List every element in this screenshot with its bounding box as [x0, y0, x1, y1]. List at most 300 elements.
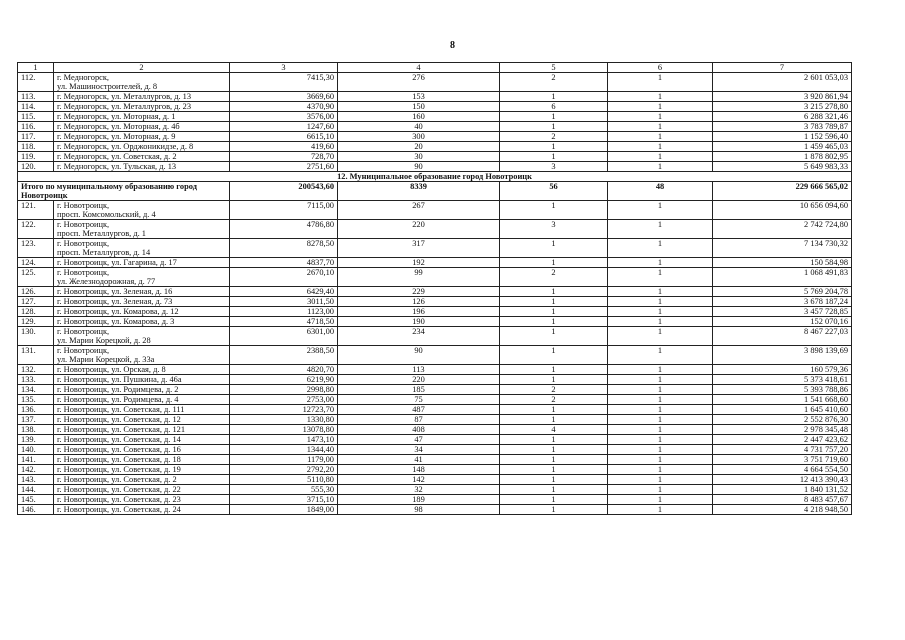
count-cell: 1 — [608, 435, 713, 445]
address-cell — [54, 258, 230, 268]
cost-cell: 1 541 668,60 — [713, 395, 852, 405]
cost-cell: 8 467 227,03 — [713, 327, 852, 346]
cost-cell: 3 783 789,87 — [713, 122, 852, 132]
residents-cell: 276 — [338, 73, 500, 92]
residents-cell: 192 — [338, 258, 500, 268]
table-row — [18, 220, 852, 239]
cost-cell: 10 656 094,60 — [713, 201, 852, 220]
address-line: г. Новотроицк, ул. Пушкина, д. 46а — [57, 375, 182, 384]
cost-cell: 5 373 418,61 — [713, 375, 852, 385]
count-cell: 1 — [500, 415, 608, 425]
row-number: 126. — [18, 287, 54, 297]
address-cell — [54, 365, 230, 375]
residents-cell: 41 — [338, 455, 500, 465]
cost-cell: 5 649 983,33 — [713, 162, 852, 172]
residents-cell: 190 — [338, 317, 500, 327]
address-cell — [54, 112, 230, 122]
address-line: г. Новотроицк, ул. Комарова, д. 12 — [57, 307, 179, 316]
area-cell: 1344,40 — [230, 445, 338, 455]
address-line: г. Новотроицк, — [57, 201, 110, 210]
count-cell: 1 — [500, 112, 608, 122]
row-number: 133. — [18, 375, 54, 385]
column-number: 4 — [338, 63, 500, 73]
address-cell — [54, 220, 230, 239]
count-cell: 1 — [608, 268, 713, 287]
total-residents: 8339 — [338, 182, 500, 201]
area-cell: 1123,00 — [230, 307, 338, 317]
residents-cell: 267 — [338, 201, 500, 220]
area-cell: 2751,60 — [230, 162, 338, 172]
count-cell: 1 — [608, 317, 713, 327]
column-number: 6 — [608, 63, 713, 73]
row-number: 119. — [18, 152, 54, 162]
area-cell: 1849,00 — [230, 505, 338, 515]
address-cell — [54, 268, 230, 287]
table-row — [18, 152, 852, 162]
address-cell — [54, 102, 230, 112]
table-row — [18, 365, 852, 375]
address-cell — [54, 395, 230, 405]
address-line: г. Медногорск, ул. Тульская, д. 13 — [57, 162, 177, 171]
count-cell: 1 — [608, 445, 713, 455]
cost-cell: 8 483 457,67 — [713, 495, 852, 505]
cost-cell: 12 413 390,43 — [713, 475, 852, 485]
count-cell: 1 — [500, 455, 608, 465]
address-line: г. Новотроицк, ул. Советская, д. 23 — [57, 495, 181, 504]
count-cell: 3 — [500, 220, 608, 239]
table-row — [18, 317, 852, 327]
area-cell: 3669,60 — [230, 92, 338, 102]
count-cell: 1 — [608, 287, 713, 297]
cost-cell: 2 742 724,80 — [713, 220, 852, 239]
count-cell: 1 — [500, 152, 608, 162]
address-cell — [54, 405, 230, 415]
count-cell: 1 — [608, 112, 713, 122]
count-cell: 1 — [608, 162, 713, 172]
count-cell: 1 — [500, 122, 608, 132]
address-cell — [54, 485, 230, 495]
area-cell: 1247,60 — [230, 122, 338, 132]
residents-cell: 153 — [338, 92, 500, 102]
row-number: 139. — [18, 435, 54, 445]
count-cell: 1 — [608, 405, 713, 415]
row-number: 129. — [18, 317, 54, 327]
count-cell: 1 — [608, 327, 713, 346]
count-cell: 1 — [608, 375, 713, 385]
count-cell: 6 — [500, 102, 608, 112]
address-line: г. Медногорск, ул. Моторная, д. 4б — [57, 122, 180, 131]
total-row — [18, 182, 852, 201]
row-number: 117. — [18, 132, 54, 142]
total-count: 48 — [608, 182, 713, 201]
table-row — [18, 327, 852, 346]
residents-cell: 229 — [338, 287, 500, 297]
address-line: г. Новотроицк, ул. Зеленая, д. 73 — [57, 297, 173, 306]
address-cell — [54, 455, 230, 465]
address-cell — [54, 132, 230, 142]
cost-cell: 6 288 321,46 — [713, 112, 852, 122]
count-cell: 1 — [500, 435, 608, 445]
area-cell: 2388,50 — [230, 346, 338, 365]
cost-cell: 7 134 730,32 — [713, 239, 852, 258]
count-cell: 1 — [500, 465, 608, 475]
address-cell — [54, 92, 230, 102]
address-line: г. Новотроицк, ул. Родимцева, д. 2 — [57, 385, 179, 394]
table-row — [18, 297, 852, 307]
table-row — [18, 239, 852, 258]
row-number: 125. — [18, 268, 54, 287]
area-cell: 6301,00 — [230, 327, 338, 346]
count-cell: 1 — [608, 152, 713, 162]
address-line: г. Медногорск, ул. Моторная, д. 1 — [57, 112, 176, 121]
address-cell — [54, 475, 230, 485]
count-cell: 1 — [500, 375, 608, 385]
cost-cell: 2 601 053,03 — [713, 73, 852, 92]
address-line: г. Новотроицк, ул. Родимцева, д. 4 — [57, 395, 179, 404]
count-cell: 2 — [500, 268, 608, 287]
area-cell: 2792,20 — [230, 465, 338, 475]
count-cell: 1 — [608, 385, 713, 395]
address-line: г. Новотроицк, ул. Советская, д. 121 — [57, 425, 186, 434]
table-row — [18, 268, 852, 287]
area-cell: 3576,00 — [230, 112, 338, 122]
row-number: 146. — [18, 505, 54, 515]
table-row — [18, 307, 852, 317]
count-cell: 1 — [500, 201, 608, 220]
area-cell: 2670,10 — [230, 268, 338, 287]
count-cell: 1 — [500, 92, 608, 102]
count-cell: 3 — [500, 162, 608, 172]
count-cell: 1 — [608, 132, 713, 142]
count-cell: 1 — [500, 405, 608, 415]
address-line: г. Новотроицк, ул. Советская, д. 16 — [57, 445, 181, 454]
address-line: просп. Металлургов, д. 14 — [57, 248, 151, 257]
cost-cell: 2 447 423,62 — [713, 435, 852, 445]
count-cell: 1 — [500, 142, 608, 152]
address-line: ул. Железнодорожная, д. 77 — [57, 277, 156, 286]
cost-cell: 1 152 596,40 — [713, 132, 852, 142]
table-row — [18, 435, 852, 445]
row-number: 142. — [18, 465, 54, 475]
column-number: 2 — [54, 63, 230, 73]
address-cell — [54, 297, 230, 307]
table-row — [18, 425, 852, 435]
count-cell: 2 — [500, 385, 608, 395]
table-row — [18, 346, 852, 365]
address-cell — [54, 287, 230, 297]
count-cell: 1 — [608, 485, 713, 495]
count-cell: 1 — [608, 102, 713, 112]
cost-cell: 1 878 802,95 — [713, 152, 852, 162]
address-cell — [54, 307, 230, 317]
row-number: 128. — [18, 307, 54, 317]
address-cell — [54, 435, 230, 445]
count-cell: 1 — [500, 365, 608, 375]
row-number: 120. — [18, 162, 54, 172]
residents-cell: 32 — [338, 485, 500, 495]
address-line: г. Новотроицк, ул. Комарова, д. 3 — [57, 317, 175, 326]
table-row — [18, 122, 852, 132]
row-number: 118. — [18, 142, 54, 152]
count-cell: 1 — [608, 258, 713, 268]
table-row — [18, 455, 852, 465]
area-cell: 4786,80 — [230, 220, 338, 239]
area-cell: 6219,90 — [230, 375, 338, 385]
address-cell — [54, 375, 230, 385]
count-cell: 1 — [608, 92, 713, 102]
count-cell: 1 — [500, 239, 608, 258]
row-number: 115. — [18, 112, 54, 122]
residents-cell: 487 — [338, 405, 500, 415]
count-cell: 1 — [500, 475, 608, 485]
cost-cell: 152 070,16 — [713, 317, 852, 327]
cost-cell: 3 898 139,69 — [713, 346, 852, 365]
table-row — [18, 102, 852, 112]
row-number: 127. — [18, 297, 54, 307]
row-number: 116. — [18, 122, 54, 132]
row-number: 136. — [18, 405, 54, 415]
count-cell: 1 — [608, 346, 713, 365]
table-row — [18, 132, 852, 142]
table-row — [18, 475, 852, 485]
total-count: 56 — [500, 182, 608, 201]
residents-cell: 317 — [338, 239, 500, 258]
table-row — [18, 495, 852, 505]
table-row — [18, 92, 852, 102]
section-row — [18, 172, 852, 182]
cost-cell: 1 068 491,83 — [713, 268, 852, 287]
table-row — [18, 415, 852, 425]
address-line: г. Новотроицк, ул. Советская, д. 18 — [57, 455, 181, 464]
cost-cell: 4 664 554,50 — [713, 465, 852, 475]
count-cell: 2 — [500, 73, 608, 92]
cost-cell: 3 215 278,80 — [713, 102, 852, 112]
cost-cell: 5 769 204,78 — [713, 287, 852, 297]
column-number: 7 — [713, 63, 852, 73]
cost-cell: 150 584,98 — [713, 258, 852, 268]
count-cell: 1 — [500, 287, 608, 297]
residents-cell: 300 — [338, 132, 500, 142]
row-number: 113. — [18, 92, 54, 102]
section-title: 12. Муниципальное образование город Новотроицк — [18, 172, 852, 182]
row-number: 114. — [18, 102, 54, 112]
address-line: ул. Машиностроителей, д. 8 — [57, 82, 158, 91]
table-row — [18, 112, 852, 122]
cost-cell: 1 840 131,52 — [713, 485, 852, 495]
cost-cell: 2 552 876,30 — [713, 415, 852, 425]
count-cell: 1 — [608, 297, 713, 307]
area-cell: 7415,30 — [230, 73, 338, 92]
table-row — [18, 395, 852, 405]
address-cell — [54, 385, 230, 395]
area-cell: 6615,10 — [230, 132, 338, 142]
area-cell: 7115,00 — [230, 201, 338, 220]
table-row — [18, 142, 852, 152]
row-number: 132. — [18, 365, 54, 375]
address-line: г. Медногорск, ул. Металлургов, д. 23 — [57, 102, 192, 111]
residents-cell: 408 — [338, 425, 500, 435]
address-line: ул. Марии Корецкой, д. 33а — [57, 355, 155, 364]
address-line: г. Новотроицк, ул. Советская, д. 12 — [57, 415, 181, 424]
column-number: 3 — [230, 63, 338, 73]
address-line: г. Новотроицк, — [57, 327, 110, 336]
address-cell — [54, 73, 230, 92]
table-row — [18, 485, 852, 495]
residents-cell: 185 — [338, 385, 500, 395]
count-cell: 1 — [608, 395, 713, 405]
residents-cell: 148 — [338, 465, 500, 475]
cost-cell: 5 393 788,86 — [713, 385, 852, 395]
total-cost: 229 666 565,02 — [713, 182, 852, 201]
address-cell — [54, 201, 230, 220]
row-number: 134. — [18, 385, 54, 395]
area-cell: 555,30 — [230, 485, 338, 495]
row-number: 143. — [18, 475, 54, 485]
address-line: г. Новотроицк, ул. Советская, д. 111 — [57, 405, 185, 414]
residents-cell: 98 — [338, 505, 500, 515]
count-cell: 1 — [500, 445, 608, 455]
table-row — [18, 375, 852, 385]
address-line: просп. Комсомольский, д. 4 — [57, 210, 156, 219]
address-cell — [54, 122, 230, 132]
area-cell: 2753,00 — [230, 395, 338, 405]
count-cell: 1 — [608, 239, 713, 258]
table-body — [18, 63, 852, 515]
area-cell: 2998,80 — [230, 385, 338, 395]
count-cell: 1 — [608, 495, 713, 505]
address-cell — [54, 445, 230, 455]
address-line: г. Медногорск, ул. Орджоникидзе, д. 8 — [57, 142, 194, 151]
area-cell: 3715,10 — [230, 495, 338, 505]
residents-cell: 234 — [338, 327, 500, 346]
address-cell — [54, 239, 230, 258]
count-cell: 1 — [500, 317, 608, 327]
count-cell: 2 — [500, 395, 608, 405]
count-cell: 1 — [608, 201, 713, 220]
address-line: просп. Металлургов, д. 1 — [57, 229, 146, 238]
cost-cell: 1 459 465,03 — [713, 142, 852, 152]
cost-cell: 4 218 948,50 — [713, 505, 852, 515]
count-cell: 1 — [608, 122, 713, 132]
residents-cell: 90 — [338, 162, 500, 172]
count-cell: 1 — [500, 327, 608, 346]
area-cell: 4718,50 — [230, 317, 338, 327]
row-number: 121. — [18, 201, 54, 220]
cost-cell: 2 978 345,48 — [713, 425, 852, 435]
residents-cell: 160 — [338, 112, 500, 122]
table-row — [18, 201, 852, 220]
area-cell: 419,60 — [230, 142, 338, 152]
area-cell: 4820,70 — [230, 365, 338, 375]
address-cell — [54, 415, 230, 425]
count-cell: 1 — [608, 73, 713, 92]
residents-cell: 196 — [338, 307, 500, 317]
area-cell: 4837,70 — [230, 258, 338, 268]
count-cell: 1 — [500, 258, 608, 268]
total-area: 200543,60 — [230, 182, 338, 201]
count-cell: 1 — [608, 142, 713, 152]
address-line: г. Медногорск, ул. Металлургов, д. 13 — [57, 92, 192, 101]
address-line: г. Новотроицк, — [57, 268, 110, 277]
count-cell: 1 — [608, 425, 713, 435]
count-cell: 1 — [608, 455, 713, 465]
residents-cell: 90 — [338, 346, 500, 365]
address-cell — [54, 327, 230, 346]
address-cell — [54, 346, 230, 365]
count-cell: 1 — [500, 505, 608, 515]
address-line: г. Новотроицк, ул. Гагарина, д. 17 — [57, 258, 177, 267]
address-cell — [54, 317, 230, 327]
address-cell — [54, 495, 230, 505]
table-row — [18, 405, 852, 415]
residents-cell: 113 — [338, 365, 500, 375]
address-cell — [54, 505, 230, 515]
count-cell: 1 — [608, 220, 713, 239]
residents-cell: 75 — [338, 395, 500, 405]
count-cell: 1 — [608, 365, 713, 375]
residents-cell: 34 — [338, 445, 500, 455]
count-cell: 2 — [500, 132, 608, 142]
row-number: 137. — [18, 415, 54, 425]
count-cell: 1 — [500, 346, 608, 365]
area-cell: 1330,80 — [230, 415, 338, 425]
table-row — [18, 162, 852, 172]
table-row — [18, 287, 852, 297]
row-number: 144. — [18, 485, 54, 495]
address-cell — [54, 425, 230, 435]
table-row — [18, 73, 852, 92]
row-number: 124. — [18, 258, 54, 268]
column-number: 1 — [18, 63, 54, 73]
residents-cell: 220 — [338, 375, 500, 385]
area-cell: 1473,10 — [230, 435, 338, 445]
row-number: 145. — [18, 495, 54, 505]
address-line: г. Новотроицк, ул. Орская, д. 8 — [57, 365, 166, 374]
address-line: г. Медногорск, ул. Советская, д. 2 — [57, 152, 177, 161]
area-cell: 12723,70 — [230, 405, 338, 415]
area-cell: 6429,40 — [230, 287, 338, 297]
table-row — [18, 445, 852, 455]
area-cell: 4370,90 — [230, 102, 338, 112]
cost-cell: 3 751 719,60 — [713, 455, 852, 465]
page-number: 8 — [450, 40, 455, 51]
housing-table — [17, 62, 852, 515]
residents-cell: 20 — [338, 142, 500, 152]
count-cell: 1 — [608, 415, 713, 425]
residents-cell: 220 — [338, 220, 500, 239]
count-cell: 1 — [500, 307, 608, 317]
row-number: 122. — [18, 220, 54, 239]
table-row — [18, 505, 852, 515]
address-line: г. Новотроицк, ул. Советская, д. 2 — [57, 475, 177, 484]
address-line: г. Новотроицк, ул. Зеленая, д. 16 — [57, 287, 173, 296]
residents-cell: 126 — [338, 297, 500, 307]
address-line: г. Новотроицк, ул. Советская, д. 24 — [57, 505, 181, 514]
address-line: г. Медногорск, — [57, 73, 110, 82]
count-cell: 1 — [608, 475, 713, 485]
count-cell: 1 — [608, 505, 713, 515]
residents-cell: 40 — [338, 122, 500, 132]
address-line: г. Новотроицк, — [57, 220, 110, 229]
area-cell: 1179,00 — [230, 455, 338, 465]
row-number: 141. — [18, 455, 54, 465]
address-cell — [54, 142, 230, 152]
cost-cell: 3 920 861,94 — [713, 92, 852, 102]
total-label: Итого по муниципальному образованию город Новотроицк — [18, 182, 230, 201]
cost-cell: 4 731 757,20 — [713, 445, 852, 455]
cost-cell: 1 645 410,60 — [713, 405, 852, 415]
area-cell: 13078,80 — [230, 425, 338, 435]
